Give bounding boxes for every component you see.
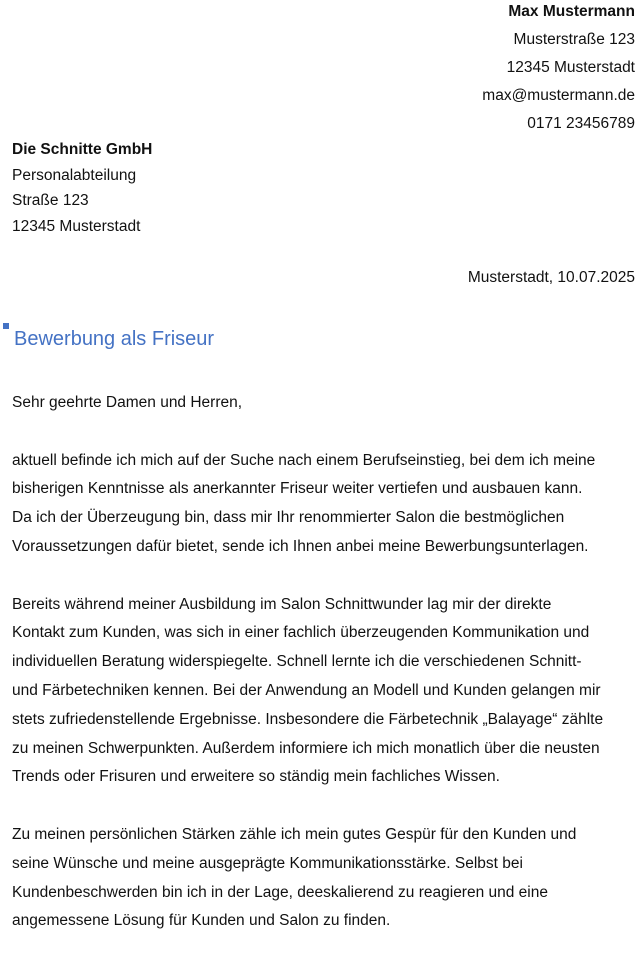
heading-marker — [3, 323, 9, 329]
sender-email: max@mustermann.de — [482, 87, 635, 104]
text-line: und Färbetechniken kennen. Bei der Anwendung an Modell und Kunden gelangen mir — [12, 681, 601, 699]
salutation — [12, 389, 638, 418]
text-line: Trends oder Frisuren und erweitere so ständig mein fachliches Wissen. — [12, 768, 500, 786]
text-line: Voraussetzungen dafür bietet, sende ich Ihnen anbei meine Bewerbungsunterlagen. — [12, 537, 589, 555]
text-line: Kontakt zum Kunden, was sich in einer fachlich überzeugenden Kommunikation und — [12, 624, 590, 642]
sender-address — [482, 0, 635, 138]
recipient-address — [12, 137, 152, 239]
recipient-department: Personalabteilung — [12, 166, 137, 184]
letter-body — [12, 389, 638, 965]
paragraph-1 — [12, 447, 638, 562]
text-line: Kundenbeschwerden bin ich in der Lage, deeskalierend zu reagieren und eine — [12, 883, 548, 901]
text-line: Zu meinen persönlichen Stärken zähle ich mein gutes Gespür für den Kunden und — [12, 825, 577, 843]
sender-name: Max Mustermann — [508, 3, 635, 20]
text-line: zu meinen Schwerpunkten. Außerdem informiere ich mich monatlich über die neusten — [12, 739, 600, 757]
paragraph-2 — [12, 591, 638, 793]
recipient-city: 12345 Musterstadt — [12, 217, 141, 235]
text-line: seine Wünsche und meine ausgeprägte Kommunikationsstärke. Selbst bei — [12, 854, 523, 872]
text-line: Da ich der Überzeugung bin, dass mir Ihr renommierter Salon die bestmöglichen — [12, 509, 565, 527]
sender-street: Musterstraße 123 — [513, 31, 635, 48]
sender-phone: 0171 23456789 — [527, 115, 635, 132]
recipient-company: Die Schnitte GmbH — [12, 141, 153, 158]
text-line: Bereits während meiner Ausbildung im Salon Schnittwunder lag mir der direkte — [12, 595, 552, 613]
text-line: angemessene Lösung für Kunden und Salon zu finden. — [12, 912, 391, 930]
recipient-street: Straße 123 — [12, 192, 89, 209]
letter-date: Musterstadt, 10.07.2025 — [467, 269, 635, 286]
text-line: stets zufriedenstellende Ergebnisse. Insbesondere die Färbetechnik „Balayage“ zählte — [12, 710, 604, 728]
letter-subject: Bewerbung als Friseur — [14, 328, 215, 350]
text-line: bisherigen Kenntnisse als anerkannter Friseur weiter vertiefen und ausbauen kann. — [12, 480, 583, 498]
text-line: aktuell befinde ich mich auf der Suche nach einem Berufseinstieg, bei dem ich meine — [12, 451, 596, 469]
salutation-text: Sehr geehrte Damen und Herren, — [12, 394, 243, 411]
text-line: individuellen Beratung widerspiegelte. Schnell lernte ich die verschiedenen Schnitt- — [12, 653, 582, 671]
sender-city: 12345 Musterstadt — [506, 59, 635, 76]
